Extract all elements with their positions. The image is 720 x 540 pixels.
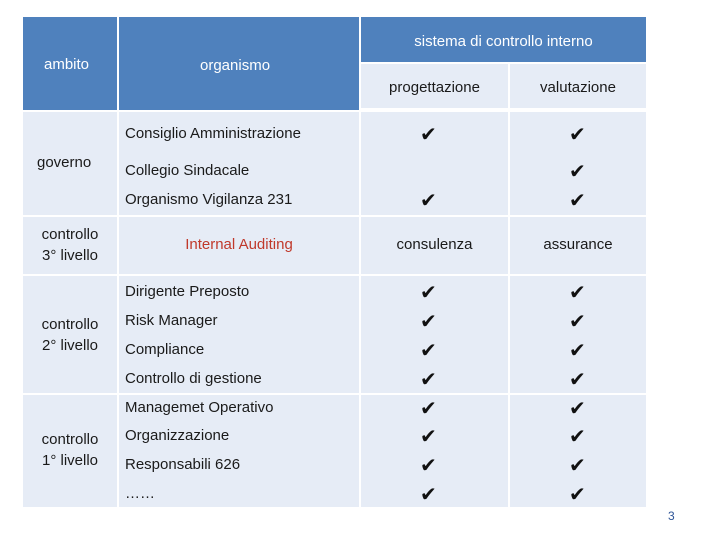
group-controllo2-line1: controllo	[41, 316, 99, 333]
group-controllo3-line2: 3° livello	[41, 247, 99, 264]
check-icon: ✔	[569, 280, 586, 304]
check-icon: ✔	[569, 424, 586, 448]
row-responsabili: Responsabili 626	[125, 456, 241, 473]
group-controllo1-line1: controllo	[41, 431, 99, 448]
row-organizzazione: Organizzazione	[125, 427, 230, 444]
check-icon: ✔	[569, 338, 586, 362]
cell-consulenza: consulenza	[396, 236, 473, 253]
check-icon: ✔	[420, 482, 437, 506]
row-risk: Risk Manager	[125, 312, 218, 329]
row-consiglio: Consiglio Amministrazione	[125, 125, 301, 142]
check-icon: ✔	[569, 122, 586, 146]
cell-assurance: assurance	[543, 236, 613, 253]
row-controllo-gestione: Controllo di gestione	[125, 370, 262, 387]
group-governo: governo	[37, 154, 92, 171]
check-icon: ✔	[420, 453, 437, 477]
check-icon: ✔	[420, 188, 437, 212]
check-icon: ✔	[569, 159, 586, 183]
group-controllo3-line1: controllo	[41, 226, 99, 243]
header-valutazione: valutazione	[540, 79, 616, 96]
row-management: Managemet Operativo	[125, 399, 274, 416]
check-icon: ✔	[569, 188, 586, 212]
row-organismo-vigilanza: Organismo Vigilanza 231	[125, 191, 293, 208]
header-sistema: sistema di controllo interno	[414, 33, 593, 50]
check-icon: ✔	[420, 122, 437, 146]
check-icon: ✔	[420, 424, 437, 448]
header-progettazione: progettazione	[389, 79, 480, 96]
column-divider	[117, 17, 119, 507]
check-icon: ✔	[420, 396, 437, 420]
column-divider	[508, 64, 510, 507]
check-icon: ✔	[569, 453, 586, 477]
row-dirigente: Dirigente Preposto	[125, 283, 250, 300]
check-icon: ✔	[420, 280, 437, 304]
row-internal-auditing: Internal Auditing	[185, 236, 293, 253]
check-icon: ✔	[569, 396, 586, 420]
header-organismo: organismo	[200, 57, 271, 74]
check-icon: ✔	[569, 482, 586, 506]
check-icon: ✔	[420, 367, 437, 391]
row-collegio: Collegio Sindacale	[125, 162, 250, 179]
group-controllo1-line2: 1° livello	[41, 452, 99, 469]
header-ambito: ambito	[44, 56, 90, 73]
check-icon: ✔	[569, 367, 586, 391]
row-dots: ……	[125, 485, 155, 502]
row-compliance: Compliance	[125, 341, 205, 358]
group-controllo2-line2: 2° livello	[41, 337, 99, 354]
check-icon: ✔	[569, 309, 586, 333]
check-icon: ✔	[420, 309, 437, 333]
check-icon: ✔	[420, 338, 437, 362]
page-number: 3	[668, 509, 675, 523]
